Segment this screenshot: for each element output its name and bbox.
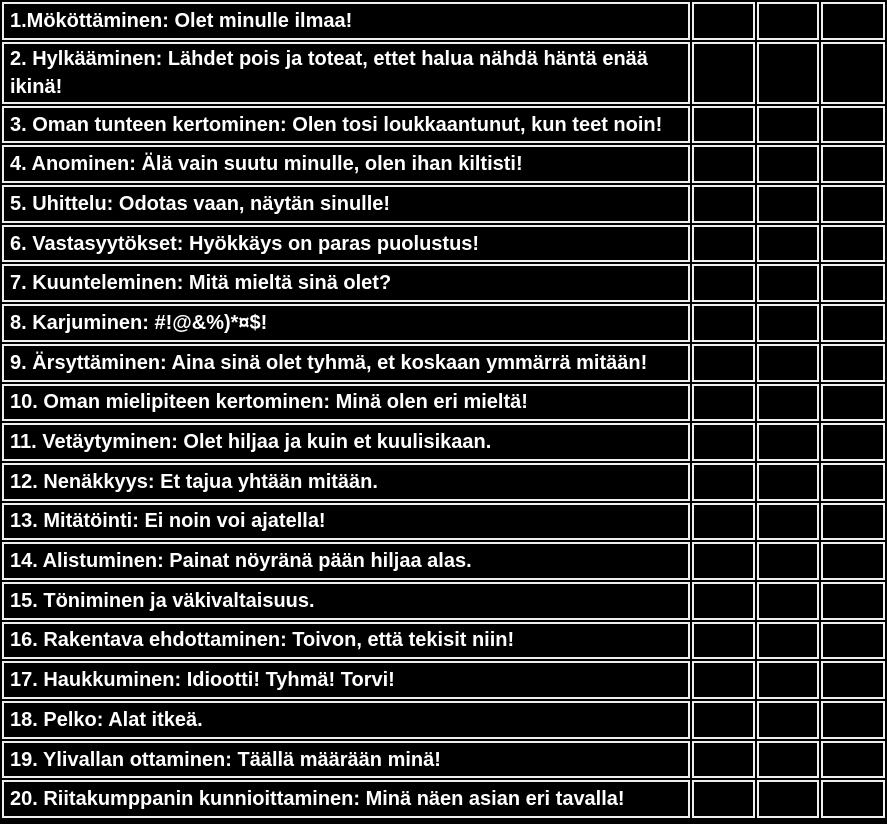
statement-cell: [2, 542, 690, 580]
statement-cell: [2, 701, 690, 739]
mark-cell: [821, 622, 885, 660]
mark-cell: [821, 42, 885, 104]
statement-cell: [2, 423, 690, 461]
mark-cell: [757, 2, 819, 40]
statement-text: 18. Pelko: Alat itkeä.: [10, 708, 203, 731]
table-row: [2, 145, 885, 183]
statement-text: 19. Ylivallan ottaminen: Täällä määrään minä!: [10, 748, 441, 771]
mark-cell: [821, 264, 885, 302]
mark-cell: [821, 304, 885, 342]
mark-cell: [692, 622, 755, 660]
mark-cell: [692, 384, 755, 422]
mark-cell: [692, 185, 755, 223]
mark-cell: [692, 42, 755, 104]
statement-cell: [2, 106, 690, 144]
table-row: [2, 542, 885, 580]
statement-cell: [2, 582, 690, 620]
statement-text: 20. Riitakumppanin kunnioittaminen: Minä näen asian eri tavalla!: [10, 788, 625, 811]
mark-cell: [821, 2, 885, 40]
mark-cell: [757, 304, 819, 342]
mark-cell: [757, 741, 819, 779]
table-row: [2, 106, 885, 144]
mark-cell: [821, 384, 885, 422]
statement-text: 8. Karjuminen: #!@&%)*¤$!: [10, 311, 268, 334]
mark-cell: [692, 304, 755, 342]
mark-cell: [757, 542, 819, 580]
mark-cell: [692, 741, 755, 779]
statement-text: 15. Töniminen ja väkivaltaisuus.: [10, 589, 315, 612]
mark-cell: [692, 2, 755, 40]
mark-cell: [692, 423, 755, 461]
mark-cell: [821, 225, 885, 263]
mark-cell: [757, 264, 819, 302]
statement-text: 12. Nenäkkyys: Et tajua yhtään mitään.: [10, 470, 378, 493]
table-row: [2, 344, 885, 382]
mark-cell: [821, 661, 885, 699]
statement-text: 7. Kuunteleminen: Mitä mieltä sinä olet?: [10, 272, 392, 295]
statement-cell: [2, 503, 690, 541]
mark-cell: [821, 463, 885, 501]
table-row: [2, 384, 885, 422]
statement-cell: [2, 42, 690, 104]
table-row: [2, 304, 885, 342]
statement-cell: [2, 463, 690, 501]
statement-text: 16. Rakentava ehdottaminen: Toivon, että tekisit niin!: [10, 629, 515, 652]
mark-cell: [757, 384, 819, 422]
statement-text: 13. Mitätöinti: Ei noin voi ajatella!: [10, 510, 326, 533]
mark-cell: [757, 463, 819, 501]
mark-cell: [821, 701, 885, 739]
table-row: [2, 225, 885, 263]
mark-cell: [821, 503, 885, 541]
mark-cell: [821, 741, 885, 779]
statement-text: 5. Uhittelu: Odotas vaan, näytän sinulle!: [10, 192, 391, 215]
mark-cell: [821, 106, 885, 144]
table-row: [2, 264, 885, 302]
mark-cell: [692, 264, 755, 302]
statement-cell: [2, 344, 690, 382]
mark-cell: [821, 145, 885, 183]
mark-cell: [821, 542, 885, 580]
mark-cell: [757, 344, 819, 382]
mark-cell: [692, 344, 755, 382]
statement-cell: [2, 264, 690, 302]
statement-text: 4. Anominen: Älä vain suutu minulle, olen ihan kiltisti!: [10, 153, 523, 176]
mark-cell: [692, 542, 755, 580]
mark-cell: [757, 106, 819, 144]
table-row: [2, 185, 885, 223]
table-row: [2, 2, 885, 40]
mark-cell: [757, 185, 819, 223]
table-row: [2, 661, 885, 699]
mark-cell: [821, 423, 885, 461]
mark-cell: [757, 225, 819, 263]
mark-cell: [757, 780, 819, 818]
table-row: [2, 42, 885, 104]
statement-cell: [2, 225, 690, 263]
statement-cell: [2, 741, 690, 779]
mark-cell: [692, 701, 755, 739]
statement-cell: [2, 622, 690, 660]
mark-cell: [821, 582, 885, 620]
statement-text: 9. Ärsyttäminen: Aina sinä olet tyhmä, et koskaan ymmärrä mitään!: [10, 351, 648, 374]
statement-cell: [2, 304, 690, 342]
table-row: [2, 582, 885, 620]
statement-text: 2. Hylkääminen: Lähdet pois ja toteat, ettet halua nähdä häntä enää ikinä!: [10, 47, 648, 98]
statement-cell: [2, 145, 690, 183]
table-row: [2, 741, 885, 779]
mark-cell: [757, 423, 819, 461]
mark-cell: [757, 42, 819, 104]
statement-text: 10. Oman mielipiteen kertominen: Minä olen eri mieltä!: [10, 391, 528, 414]
table-row: [2, 423, 885, 461]
mark-cell: [757, 503, 819, 541]
mark-cell: [821, 780, 885, 818]
statement-text: 17. Haukkuminen: Idiootti! Tyhmä! Torvi!: [10, 669, 395, 692]
statement-text: 11. Vetäytyminen: Olet hiljaa ja kuin et kuulisikaan.: [10, 431, 492, 454]
mark-cell: [692, 106, 755, 144]
table-row: [2, 503, 885, 541]
statement-cell: [2, 185, 690, 223]
mark-cell: [692, 145, 755, 183]
mark-cell: [692, 503, 755, 541]
mark-cell: [692, 661, 755, 699]
table-row: [2, 701, 885, 739]
table-row: [2, 622, 885, 660]
mark-cell: [821, 344, 885, 382]
mark-cell: [692, 463, 755, 501]
mark-cell: [692, 780, 755, 818]
mark-cell: [757, 582, 819, 620]
table-row: [2, 463, 885, 501]
mark-cell: [757, 701, 819, 739]
mark-cell: [757, 145, 819, 183]
mark-cell: [692, 225, 755, 263]
statement-text: 6. Vastasyytökset: Hyökkäys on paras puolustus!: [10, 232, 480, 255]
mark-cell: [757, 661, 819, 699]
statement-cell: [2, 780, 690, 818]
statement-cell: [2, 2, 690, 40]
mark-cell: [757, 622, 819, 660]
statement-text: 1.Mököttäminen: Olet minulle ilmaa!: [10, 9, 353, 32]
statement-cell: [2, 384, 690, 422]
table-row: [2, 780, 885, 818]
statement-cell: [2, 661, 690, 699]
statement-text: 3. Oman tunteen kertominen: Olen tosi loukkaantunut, kun teet noin!: [10, 113, 663, 136]
statement-table: [2, 2, 885, 818]
mark-cell: [821, 185, 885, 223]
statement-text: 14. Alistuminen: Painat nöyränä pään hiljaa alas.: [10, 550, 472, 573]
mark-cell: [692, 582, 755, 620]
